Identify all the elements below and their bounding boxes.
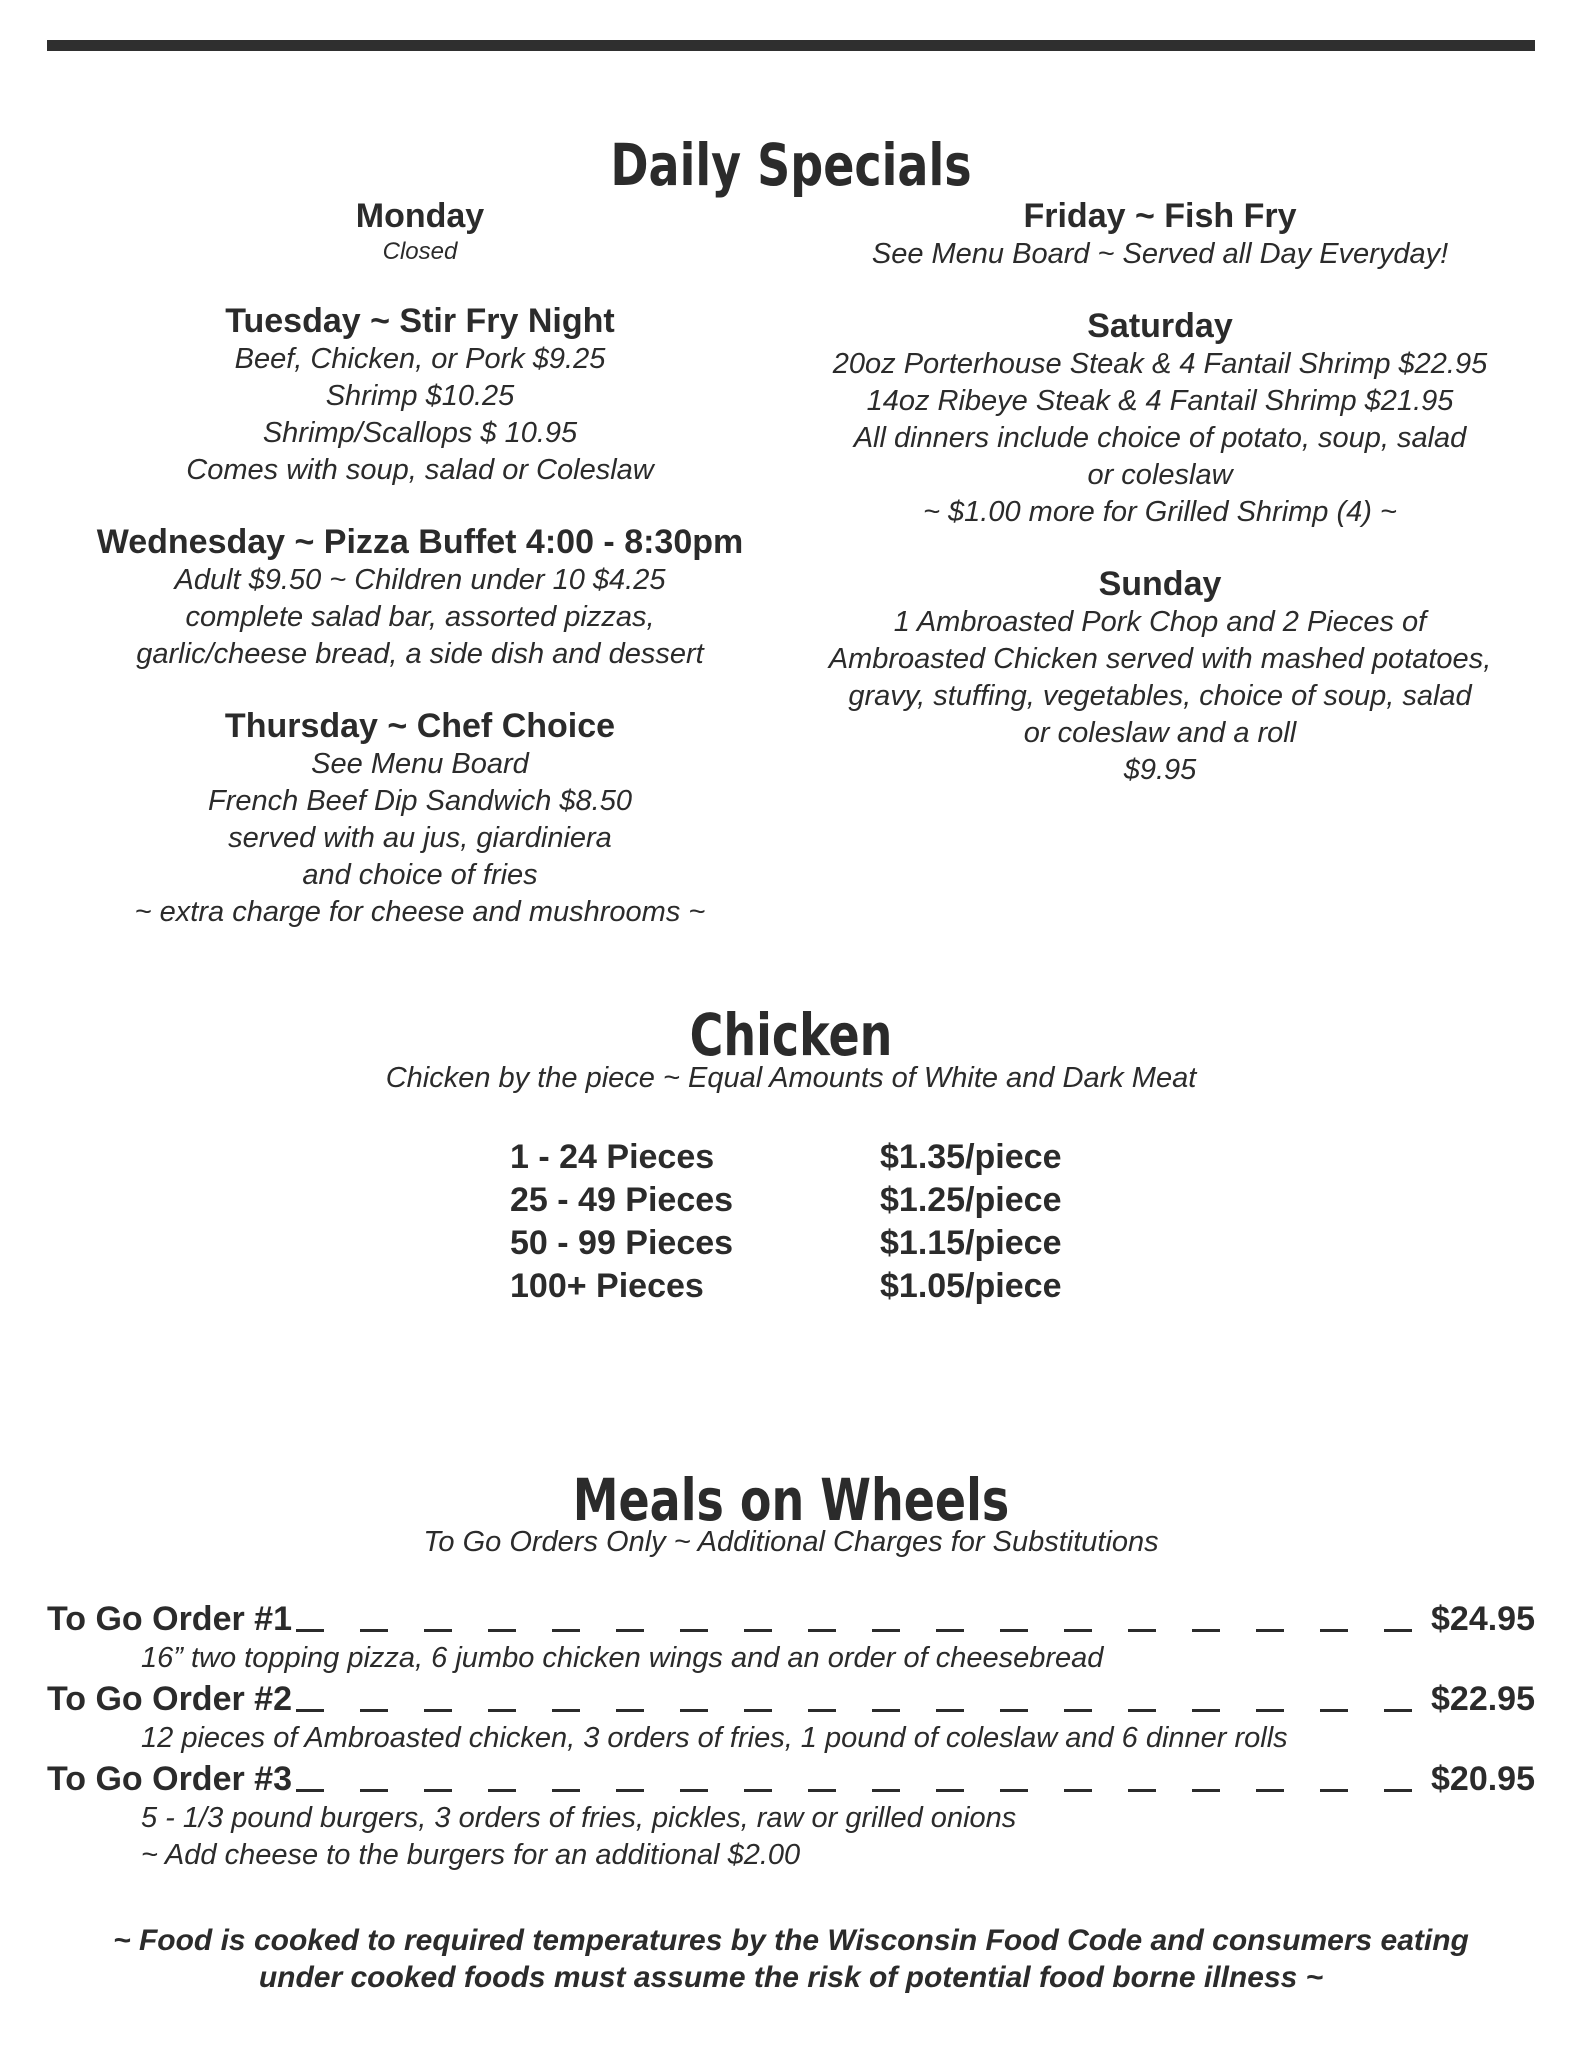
wednesday-line: complete salad bar, assorted pizzas,: [185, 601, 655, 633]
price-row: [510, 1136, 1061, 1179]
sunday-title: Sunday: [1098, 565, 1222, 603]
specials-right-column: [790, 196, 1530, 822]
saturday-line: All dinners include choice of potato, soup, salad: [853, 422, 1467, 454]
meals-on-wheels-subtitle: To Go Orders Only ~ Additional Charges for Substitutions: [423, 1526, 1159, 1558]
order-price: $20.95: [1431, 1760, 1535, 1798]
dotted-leader: [296, 1629, 1427, 1632]
saturday-line: ~ $1.00 more for Grilled Shrimp (4) ~: [923, 496, 1397, 528]
specials-left-column: [40, 196, 800, 964]
order-header: [47, 1680, 1535, 1720]
to-go-order-2: [47, 1680, 1535, 1757]
food-safety-notice: [0, 1922, 1582, 1996]
saturday-line: or coleslaw: [1087, 459, 1233, 491]
saturday-line: 20oz Porterhouse Steak & 4 Fantail Shrimp $22.95: [832, 348, 1488, 380]
sunday-line: 1 Ambroasted Pork Chop and 2 Pieces of: [893, 606, 1427, 638]
order-header: [47, 1600, 1535, 1640]
price-qty: 25 - 49 Pieces: [510, 1181, 734, 1219]
notice-line-2: under cooked foods must assume the risk of potential food borne illness ~: [258, 1961, 1324, 1994]
thursday-line: and choice of fries: [302, 859, 538, 891]
price-value: $1.35/piece: [880, 1138, 1062, 1176]
friday-line: See Menu Board ~ Served all Day Everyday!: [871, 238, 1449, 270]
to-go-order-3: [47, 1760, 1535, 1874]
tuesday-line: Beef, Chicken, or Pork $9.25: [234, 343, 606, 375]
chicken-title: Chicken: [689, 1001, 893, 1069]
order-name: To Go Order #3: [47, 1760, 292, 1798]
price-qty: 50 - 99 Pieces: [510, 1224, 734, 1262]
chicken-subtitle: Chicken by the piece ~ Equal Amounts of White and Dark Meat: [385, 1062, 1197, 1094]
price-row: [510, 1179, 1061, 1222]
wednesday-line: garlic/cheese bread, a side dish and dessert: [136, 638, 704, 670]
meals-on-wheels-title: Meals on Wheels: [572, 1466, 1010, 1534]
wednesday-title: Wednesday ~ Pizza Buffet 4:00 - 8:30pm: [96, 523, 744, 561]
order-header: [47, 1760, 1535, 1800]
price-value: $1.15/piece: [880, 1224, 1062, 1262]
dotted-leader: [296, 1789, 1427, 1792]
friday-title: Friday ~ Fish Fry: [1023, 197, 1297, 235]
thursday-line: French Beef Dip Sandwich $8.50: [208, 785, 632, 817]
monday-special: [40, 196, 800, 268]
sunday-special: [790, 564, 1530, 789]
saturday-line: 14oz Ribeye Steak & 4 Fantail Shrimp $21.95: [866, 385, 1454, 417]
price-row: [510, 1265, 1061, 1308]
thursday-line: ~ extra charge for cheese and mushrooms ~: [134, 896, 706, 928]
price-value: $1.25/piece: [880, 1181, 1062, 1219]
sunday-line: gravy, stuffing, vegetables, choice of soup, salad: [848, 680, 1472, 712]
saturday-special: [790, 306, 1530, 531]
tuesday-line: Shrimp/Scallops $ 10.95: [262, 417, 578, 449]
to-go-order-1: [47, 1600, 1535, 1677]
monday-title: Monday: [355, 197, 485, 235]
saturday-title: Saturday: [1087, 307, 1233, 345]
sunday-line: or coleslaw and a roll: [1023, 717, 1297, 749]
order-name: To Go Order #2: [47, 1680, 292, 1718]
order-description: 5 - 1/3 pound burgers, 3 orders of fries, pickles, raw or grilled onions: [141, 1802, 1017, 1834]
order-description: 12 pieces of Ambroasted chicken, 3 orders of fries, 1 pound of coleslaw and 6 dinner rolls: [141, 1722, 1288, 1754]
order-name: To Go Order #1: [47, 1600, 292, 1638]
order-description: ~ Add cheese to the burgers for an additional $2.00: [141, 1839, 801, 1871]
daily-specials-title: Daily Specials: [610, 131, 972, 199]
wednesday-special: [40, 522, 800, 673]
tuesday-special: [40, 301, 800, 489]
sunday-line: Ambroasted Chicken served with mashed potatoes,: [828, 643, 1492, 675]
order-price: $24.95: [1431, 1600, 1535, 1638]
thursday-special: [40, 706, 800, 931]
dotted-leader: [296, 1709, 1427, 1712]
sunday-line: $9.95: [1123, 754, 1197, 786]
order-description: 16” two topping pizza, 6 jumbo chicken wings and an order of cheesebread: [141, 1642, 1104, 1674]
thursday-line: served with au jus, giardiniera: [228, 822, 612, 854]
price-qty: 1 - 24 Pieces: [510, 1138, 715, 1176]
chicken-price-table: [510, 1136, 1061, 1308]
tuesday-title: Tuesday ~ Stir Fry Night: [225, 302, 615, 340]
thursday-line: See Menu Board: [311, 748, 529, 780]
price-qty: 100+ Pieces: [510, 1267, 704, 1305]
tuesday-line: Shrimp $10.25: [325, 380, 515, 412]
notice-line-1: ~ Food is cooked to required temperatures by the Wisconsin Food Code and consumers eating: [113, 1924, 1469, 1957]
price-row: [510, 1222, 1061, 1265]
friday-special: [790, 196, 1530, 273]
price-value: $1.05/piece: [880, 1267, 1062, 1305]
top-divider: [47, 40, 1535, 51]
order-price: $22.95: [1431, 1680, 1535, 1718]
monday-line: Closed: [382, 238, 458, 265]
wednesday-line: Adult $9.50 ~ Children under 10 $4.25: [174, 564, 666, 596]
thursday-title: Thursday ~ Chef Choice: [224, 707, 616, 745]
tuesday-line: Comes with soup, salad or Coleslaw: [186, 454, 654, 486]
